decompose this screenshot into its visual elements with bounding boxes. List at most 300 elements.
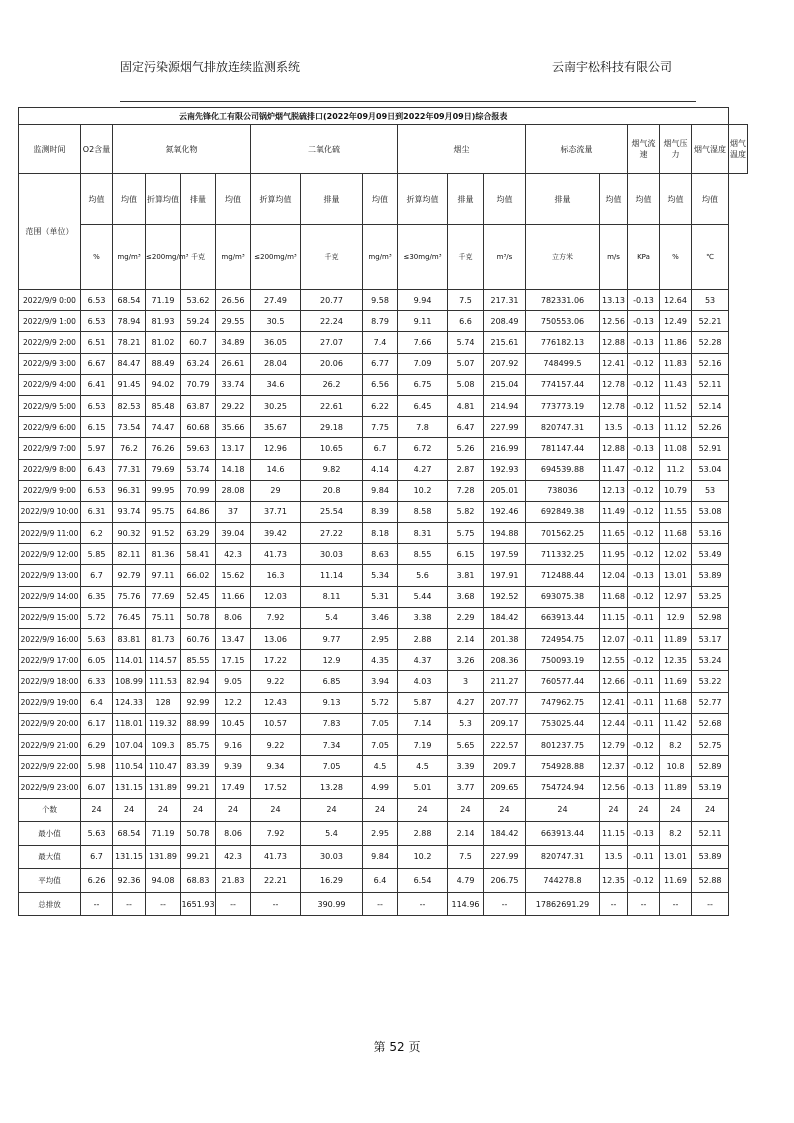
table-cell: 53.25 [692, 586, 729, 607]
table-cell: 801237.75 [526, 734, 600, 755]
table-cell: 12.56 [600, 311, 628, 332]
table-cell: 119.32 [146, 713, 181, 734]
table-cell: 6.45 [398, 395, 448, 416]
row-label-cell: 2022/9/9 21:00 [19, 734, 81, 755]
table-cell: 3.46 [363, 607, 398, 628]
nox-em-unit: 千克 [181, 225, 216, 290]
nox-conv-label: 折算均值 [146, 174, 181, 225]
temp-avg-label: 均值 [692, 174, 729, 225]
table-cell: 5.26 [448, 438, 484, 459]
table-cell: 216.99 [484, 438, 526, 459]
table-cell: 663913.44 [526, 822, 600, 846]
table-row [19, 290, 748, 311]
table-cell: 2.95 [363, 629, 398, 650]
table-cell: 8.58 [398, 501, 448, 522]
table-cell: 53.62 [181, 290, 216, 311]
table-row [19, 629, 748, 650]
table-cell: 124.33 [113, 692, 146, 713]
table-cell: 8.06 [216, 822, 251, 846]
table-cell: 82.94 [181, 671, 216, 692]
table-cell: 5.3 [448, 713, 484, 734]
table-cell: 17.22 [251, 650, 301, 671]
table-cell: 11.68 [660, 523, 692, 544]
table-cell: 215.04 [484, 374, 526, 395]
table-cell: 29.18 [301, 417, 363, 438]
col-humidity-header: 烟气湿度 [692, 125, 729, 174]
table-cell: 8.79 [363, 311, 398, 332]
table-row [19, 523, 748, 544]
nox-avg-label: 均值 [113, 174, 146, 225]
table-cell: 7.34 [301, 734, 363, 755]
table-cell: 35.67 [251, 417, 301, 438]
nox-avg-unit: mg/m³ [113, 225, 146, 290]
table-cell: 85.75 [181, 734, 216, 755]
table-cell: 58.41 [181, 544, 216, 565]
table-cell: 52.91 [692, 438, 729, 459]
table-cell: 99.21 [181, 777, 216, 798]
table-cell: 4.03 [398, 671, 448, 692]
temp-unit: ℃ [692, 225, 729, 290]
flow-avg-unit: m³/s [484, 225, 526, 290]
table-cell: 2.95 [363, 822, 398, 846]
table-cell: 5.85 [81, 544, 113, 565]
table-cell: 42.3 [216, 845, 251, 869]
table-cell: -0.13 [628, 565, 660, 586]
table-cell: 11.95 [600, 544, 628, 565]
table-cell: 5.65 [448, 734, 484, 755]
table-cell: 63.29 [181, 523, 216, 544]
table-cell: 9.05 [216, 671, 251, 692]
col-pressure-header: 烟气压力 [660, 125, 692, 174]
table-cell: 24 [526, 798, 600, 822]
flow-avg-label: 均值 [484, 174, 526, 225]
table-cell: 201.38 [484, 629, 526, 650]
table-cell: 12.35 [600, 869, 628, 893]
table-cell: 4.27 [398, 459, 448, 480]
table-cell: 4.99 [363, 777, 398, 798]
table-cell: 8.2 [660, 734, 692, 755]
table-cell: 71.19 [146, 290, 181, 311]
table-cell: 5.97 [81, 438, 113, 459]
table-cell: 12.43 [251, 692, 301, 713]
table-cell: 6.31 [81, 501, 113, 522]
table-row [19, 544, 748, 565]
table-cell: 82.53 [113, 395, 146, 416]
table-cell: 12.9 [660, 607, 692, 628]
table-cell: 8.18 [363, 523, 398, 544]
table-cell: 11.83 [660, 353, 692, 374]
table-cell: -0.12 [628, 544, 660, 565]
table-cell: 94.08 [146, 869, 181, 893]
table-cell: 74.47 [146, 417, 181, 438]
table-cell: 27.49 [251, 290, 301, 311]
table-cell: 60.68 [181, 417, 216, 438]
table-cell: 693075.38 [526, 586, 600, 607]
table-cell: 3.94 [363, 671, 398, 692]
range-label: 范围（单位） [19, 174, 81, 290]
table-cell: 2.14 [448, 822, 484, 846]
table-cell: 36.05 [251, 332, 301, 353]
table-row [19, 417, 748, 438]
table-cell: 12.64 [660, 290, 692, 311]
table-cell: 227.99 [484, 417, 526, 438]
table-cell: 6.6 [448, 311, 484, 332]
table-cell: 94.02 [146, 374, 181, 395]
table-cell: 782331.06 [526, 290, 600, 311]
table-cell: 52.89 [692, 756, 729, 777]
table-cell: 6.4 [81, 692, 113, 713]
table-cell: 12.49 [660, 311, 692, 332]
table-cell: 9.16 [216, 734, 251, 755]
table-cell: 11.69 [660, 671, 692, 692]
row-label-cell: 2022/9/9 1:00 [19, 311, 81, 332]
table-cell: 92.99 [181, 692, 216, 713]
so2-conv-unit: ≤200mg/m³ [251, 225, 301, 290]
table-cell: 24 [660, 798, 692, 822]
table-cell: 6.53 [81, 290, 113, 311]
table-cell: 52.14 [692, 395, 729, 416]
table-cell: 131.89 [146, 777, 181, 798]
table-cell: -- [484, 892, 526, 916]
table-cell: 11.86 [660, 332, 692, 353]
table-cell: 194.88 [484, 523, 526, 544]
table-cell: 50.78 [181, 607, 216, 628]
row-label-cell: 2022/9/9 22:00 [19, 756, 81, 777]
table-cell: 12.13 [600, 480, 628, 501]
table-cell: 750553.06 [526, 311, 600, 332]
table-cell: 13.01 [660, 565, 692, 586]
table-cell: 12.02 [660, 544, 692, 565]
table-cell: 11.08 [660, 438, 692, 459]
o2-unit: % [81, 225, 113, 290]
table-cell: 11.68 [600, 586, 628, 607]
table-cell: 6.29 [81, 734, 113, 755]
table-cell: 88.49 [146, 353, 181, 374]
col-flow-header: 标态流量 [526, 125, 628, 174]
dust-avg-label: 均值 [363, 174, 398, 225]
table-cell: 24 [628, 798, 660, 822]
table-cell: 5.87 [398, 692, 448, 713]
table-cell: -0.12 [628, 480, 660, 501]
table-cell: 781147.44 [526, 438, 600, 459]
table-cell: 53.24 [692, 650, 729, 671]
table-cell: 12.55 [600, 650, 628, 671]
table-cell: 5.98 [81, 756, 113, 777]
table-cell: -0.13 [628, 332, 660, 353]
table-cell: 7.19 [398, 734, 448, 755]
table-cell: -0.12 [628, 459, 660, 480]
row-label-cell: 2022/9/9 7:00 [19, 438, 81, 459]
row-label-cell: 2022/9/9 18:00 [19, 671, 81, 692]
so2-em-unit: 千克 [301, 225, 363, 290]
table-cell: 53.22 [692, 671, 729, 692]
table-cell: 217.31 [484, 290, 526, 311]
table-cell: 77.31 [113, 459, 146, 480]
row-label-cell: 2022/9/9 0:00 [19, 290, 81, 311]
table-cell: 81.02 [146, 332, 181, 353]
table-cell: 79.69 [146, 459, 181, 480]
table-cell: 227.99 [484, 845, 526, 869]
so2-avg-label: 均值 [216, 174, 251, 225]
table-cell: 760577.44 [526, 671, 600, 692]
table-cell: 7.75 [363, 417, 398, 438]
table-cell: 26.2 [301, 374, 363, 395]
table-cell: 53.89 [692, 565, 729, 586]
table-cell: 81.73 [146, 629, 181, 650]
table-cell: 5.08 [448, 374, 484, 395]
row-label-cell: 2022/9/9 8:00 [19, 459, 81, 480]
table-cell: 5.6 [398, 565, 448, 586]
table-cell: 10.45 [216, 713, 251, 734]
table-cell: 9.11 [398, 311, 448, 332]
table-cell: -0.12 [628, 374, 660, 395]
table-cell: 209.17 [484, 713, 526, 734]
table-row [19, 311, 748, 332]
table-cell: -0.11 [628, 713, 660, 734]
table-row [19, 480, 748, 501]
table-cell: -0.13 [628, 290, 660, 311]
table-cell: 4.37 [398, 650, 448, 671]
dust-conv-label: 折算均值 [398, 174, 448, 225]
table-row [19, 777, 748, 798]
table-cell: 9.39 [216, 756, 251, 777]
table-cell: 95.75 [146, 501, 181, 522]
table-cell: 750093.19 [526, 650, 600, 671]
table-cell: 12.79 [600, 734, 628, 755]
table-cell: 5.82 [448, 501, 484, 522]
table-cell: 7.05 [363, 734, 398, 755]
table-cell: 12.03 [251, 586, 301, 607]
system-name: 固定污染源烟气排放连续监测系统 [120, 60, 301, 74]
speed-unit: m/s [600, 225, 628, 290]
table-cell: 114.96 [448, 892, 484, 916]
table-cell: -- [113, 892, 146, 916]
table-cell: -0.11 [628, 692, 660, 713]
table-cell: 12.41 [600, 353, 628, 374]
table-cell: 131.15 [113, 845, 146, 869]
table-cell: 92.79 [113, 565, 146, 586]
row-label-cell: 2022/9/9 16:00 [19, 629, 81, 650]
table-cell: 76.2 [113, 438, 146, 459]
table-cell: 29.22 [216, 395, 251, 416]
table-cell: 10.57 [251, 713, 301, 734]
table-cell: 5.4 [301, 822, 363, 846]
row-label-cell: 平均值 [19, 869, 81, 893]
table-cell: -0.13 [628, 777, 660, 798]
o2-avg-label: 均值 [81, 174, 113, 225]
table-cell: 9.34 [251, 756, 301, 777]
table-cell: 30.03 [301, 544, 363, 565]
table-cell: 5.74 [448, 332, 484, 353]
pressure-avg-label: 均值 [628, 174, 660, 225]
dust-conv-unit: ≤30mg/m³ [398, 225, 448, 290]
table-cell: 9.13 [301, 692, 363, 713]
table-cell: 84.47 [113, 353, 146, 374]
table-cell: 22.21 [251, 869, 301, 893]
table-cell: 6.72 [398, 438, 448, 459]
table-cell: 192.52 [484, 586, 526, 607]
table-cell: 114.01 [113, 650, 146, 671]
table-cell: 110.47 [146, 756, 181, 777]
table-cell: 5.44 [398, 586, 448, 607]
table-cell: -0.12 [628, 501, 660, 522]
table-cell: 52.75 [692, 734, 729, 755]
table-cell: 184.42 [484, 822, 526, 846]
table-cell: 208.49 [484, 311, 526, 332]
table-cell: 711332.25 [526, 544, 600, 565]
table-cell: 28.08 [216, 480, 251, 501]
table-cell: 24 [251, 798, 301, 822]
row-label-cell: 2022/9/9 5:00 [19, 395, 81, 416]
table-cell: 7.05 [301, 756, 363, 777]
table-cell: 12.35 [660, 650, 692, 671]
table-cell: 68.54 [113, 822, 146, 846]
table-cell: 14.6 [251, 459, 301, 480]
row-label-cell: 2022/9/9 17:00 [19, 650, 81, 671]
table-cell: -- [600, 892, 628, 916]
table-cell: 197.59 [484, 544, 526, 565]
table-cell: 20.06 [301, 353, 363, 374]
dust-em-unit: 千克 [448, 225, 484, 290]
table-cell: 11.66 [216, 586, 251, 607]
table-cell: 10.8 [660, 756, 692, 777]
table-cell: 99.95 [146, 480, 181, 501]
dust-em-label: 排量 [448, 174, 484, 225]
table-cell: 773773.19 [526, 395, 600, 416]
table-cell: 776182.13 [526, 332, 600, 353]
table-cell: 9.22 [251, 734, 301, 755]
table-cell: 27.22 [301, 523, 363, 544]
table-cell: 109.3 [146, 734, 181, 755]
table-cell: 53.49 [692, 544, 729, 565]
table-cell: 90.32 [113, 523, 146, 544]
table-cell: -0.12 [628, 395, 660, 416]
table-cell: 16.3 [251, 565, 301, 586]
table-cell: 63.87 [181, 395, 216, 416]
table-cell: 11.89 [660, 777, 692, 798]
table-cell: 206.75 [484, 869, 526, 893]
table-cell: 774157.44 [526, 374, 600, 395]
table-cell: 209.65 [484, 777, 526, 798]
table-cell: 20.77 [301, 290, 363, 311]
table-cell: 8.63 [363, 544, 398, 565]
row-label-cell: 最小值 [19, 822, 81, 846]
table-cell: 5.63 [81, 822, 113, 846]
table-cell: 2.88 [398, 822, 448, 846]
table-cell: -- [251, 892, 301, 916]
table-cell: -- [216, 892, 251, 916]
table-cell: 114.57 [146, 650, 181, 671]
table-cell: 9.84 [363, 845, 398, 869]
table-cell: 694539.88 [526, 459, 600, 480]
row-label-cell: 2022/9/9 6:00 [19, 417, 81, 438]
table-cell: 754724.94 [526, 777, 600, 798]
report-table-body [19, 290, 748, 916]
table-cell: 6.7 [81, 845, 113, 869]
table-row [19, 586, 748, 607]
table-cell: 747962.75 [526, 692, 600, 713]
table-cell: 11.12 [660, 417, 692, 438]
nox-em-label: 排量 [181, 174, 216, 225]
row-label-cell: 2022/9/9 15:00 [19, 607, 81, 628]
table-cell: 52.11 [692, 374, 729, 395]
report-title: 云南先锋化工有限公司锅炉烟气脱硫排口(2022年09月09日到2022年09月09日)综合报表 [19, 108, 729, 125]
table-cell: 6.54 [398, 869, 448, 893]
table-cell: 11.89 [660, 629, 692, 650]
page-number: 第 52 页 [373, 1040, 421, 1054]
table-row [19, 501, 748, 522]
row-label-cell: 2022/9/9 4:00 [19, 374, 81, 395]
table-cell: 3.77 [448, 777, 484, 798]
table-cell: 6.05 [81, 650, 113, 671]
table-cell: 744278.8 [526, 869, 600, 893]
table-cell: 4.35 [363, 650, 398, 671]
table-cell: 76.26 [146, 438, 181, 459]
table-row [19, 692, 748, 713]
table-cell: -0.11 [628, 845, 660, 869]
table-cell: 6.51 [81, 332, 113, 353]
table-cell: 21.83 [216, 869, 251, 893]
table-cell: 6.67 [81, 353, 113, 374]
table-cell: 34.6 [251, 374, 301, 395]
table-cell: 59.63 [181, 438, 216, 459]
table-cell: 13.28 [301, 777, 363, 798]
table-cell: 10.2 [398, 845, 448, 869]
table-cell: 60.7 [181, 332, 216, 353]
table-cell: 6.35 [81, 586, 113, 607]
table-cell: 9.22 [251, 671, 301, 692]
table-cell: 6.53 [81, 395, 113, 416]
table-cell: 6.15 [81, 417, 113, 438]
table-cell: 53.16 [692, 523, 729, 544]
table-cell: 7.8 [398, 417, 448, 438]
table-cell: 107.04 [113, 734, 146, 755]
table-cell: 820747.31 [526, 417, 600, 438]
table-cell: 53.08 [692, 501, 729, 522]
table-cell: 7.66 [398, 332, 448, 353]
so2-conv-label: 折算均值 [251, 174, 301, 225]
table-cell: 52.88 [692, 869, 729, 893]
table-row [19, 353, 748, 374]
table-cell: 197.91 [484, 565, 526, 586]
table-cell: 29.55 [216, 311, 251, 332]
table-cell: 6.17 [81, 713, 113, 734]
table-row [19, 374, 748, 395]
table-cell: 12.37 [600, 756, 628, 777]
table-cell: 50.78 [181, 822, 216, 846]
table-cell: 8.2 [660, 822, 692, 846]
row-label-cell: 最大值 [19, 845, 81, 869]
table-cell: 9.77 [301, 629, 363, 650]
table-cell: 108.99 [113, 671, 146, 692]
table-cell: 39.04 [216, 523, 251, 544]
table-row [19, 332, 748, 353]
table-cell: 9.82 [301, 459, 363, 480]
table-cell: 3.81 [448, 565, 484, 586]
table-row [19, 607, 748, 628]
table-cell: 738036 [526, 480, 600, 501]
table-cell: 208.36 [484, 650, 526, 671]
col-nox-header: 氮氧化物 [113, 125, 251, 174]
table-cell: 6.53 [81, 311, 113, 332]
table-cell: 24 [81, 798, 113, 822]
table-cell: 131.89 [146, 845, 181, 869]
table-row [19, 438, 748, 459]
table-cell: 6.2 [81, 523, 113, 544]
table-cell: 29 [251, 480, 301, 501]
table-cell: -0.11 [628, 629, 660, 650]
table-cell: 53 [692, 290, 729, 311]
